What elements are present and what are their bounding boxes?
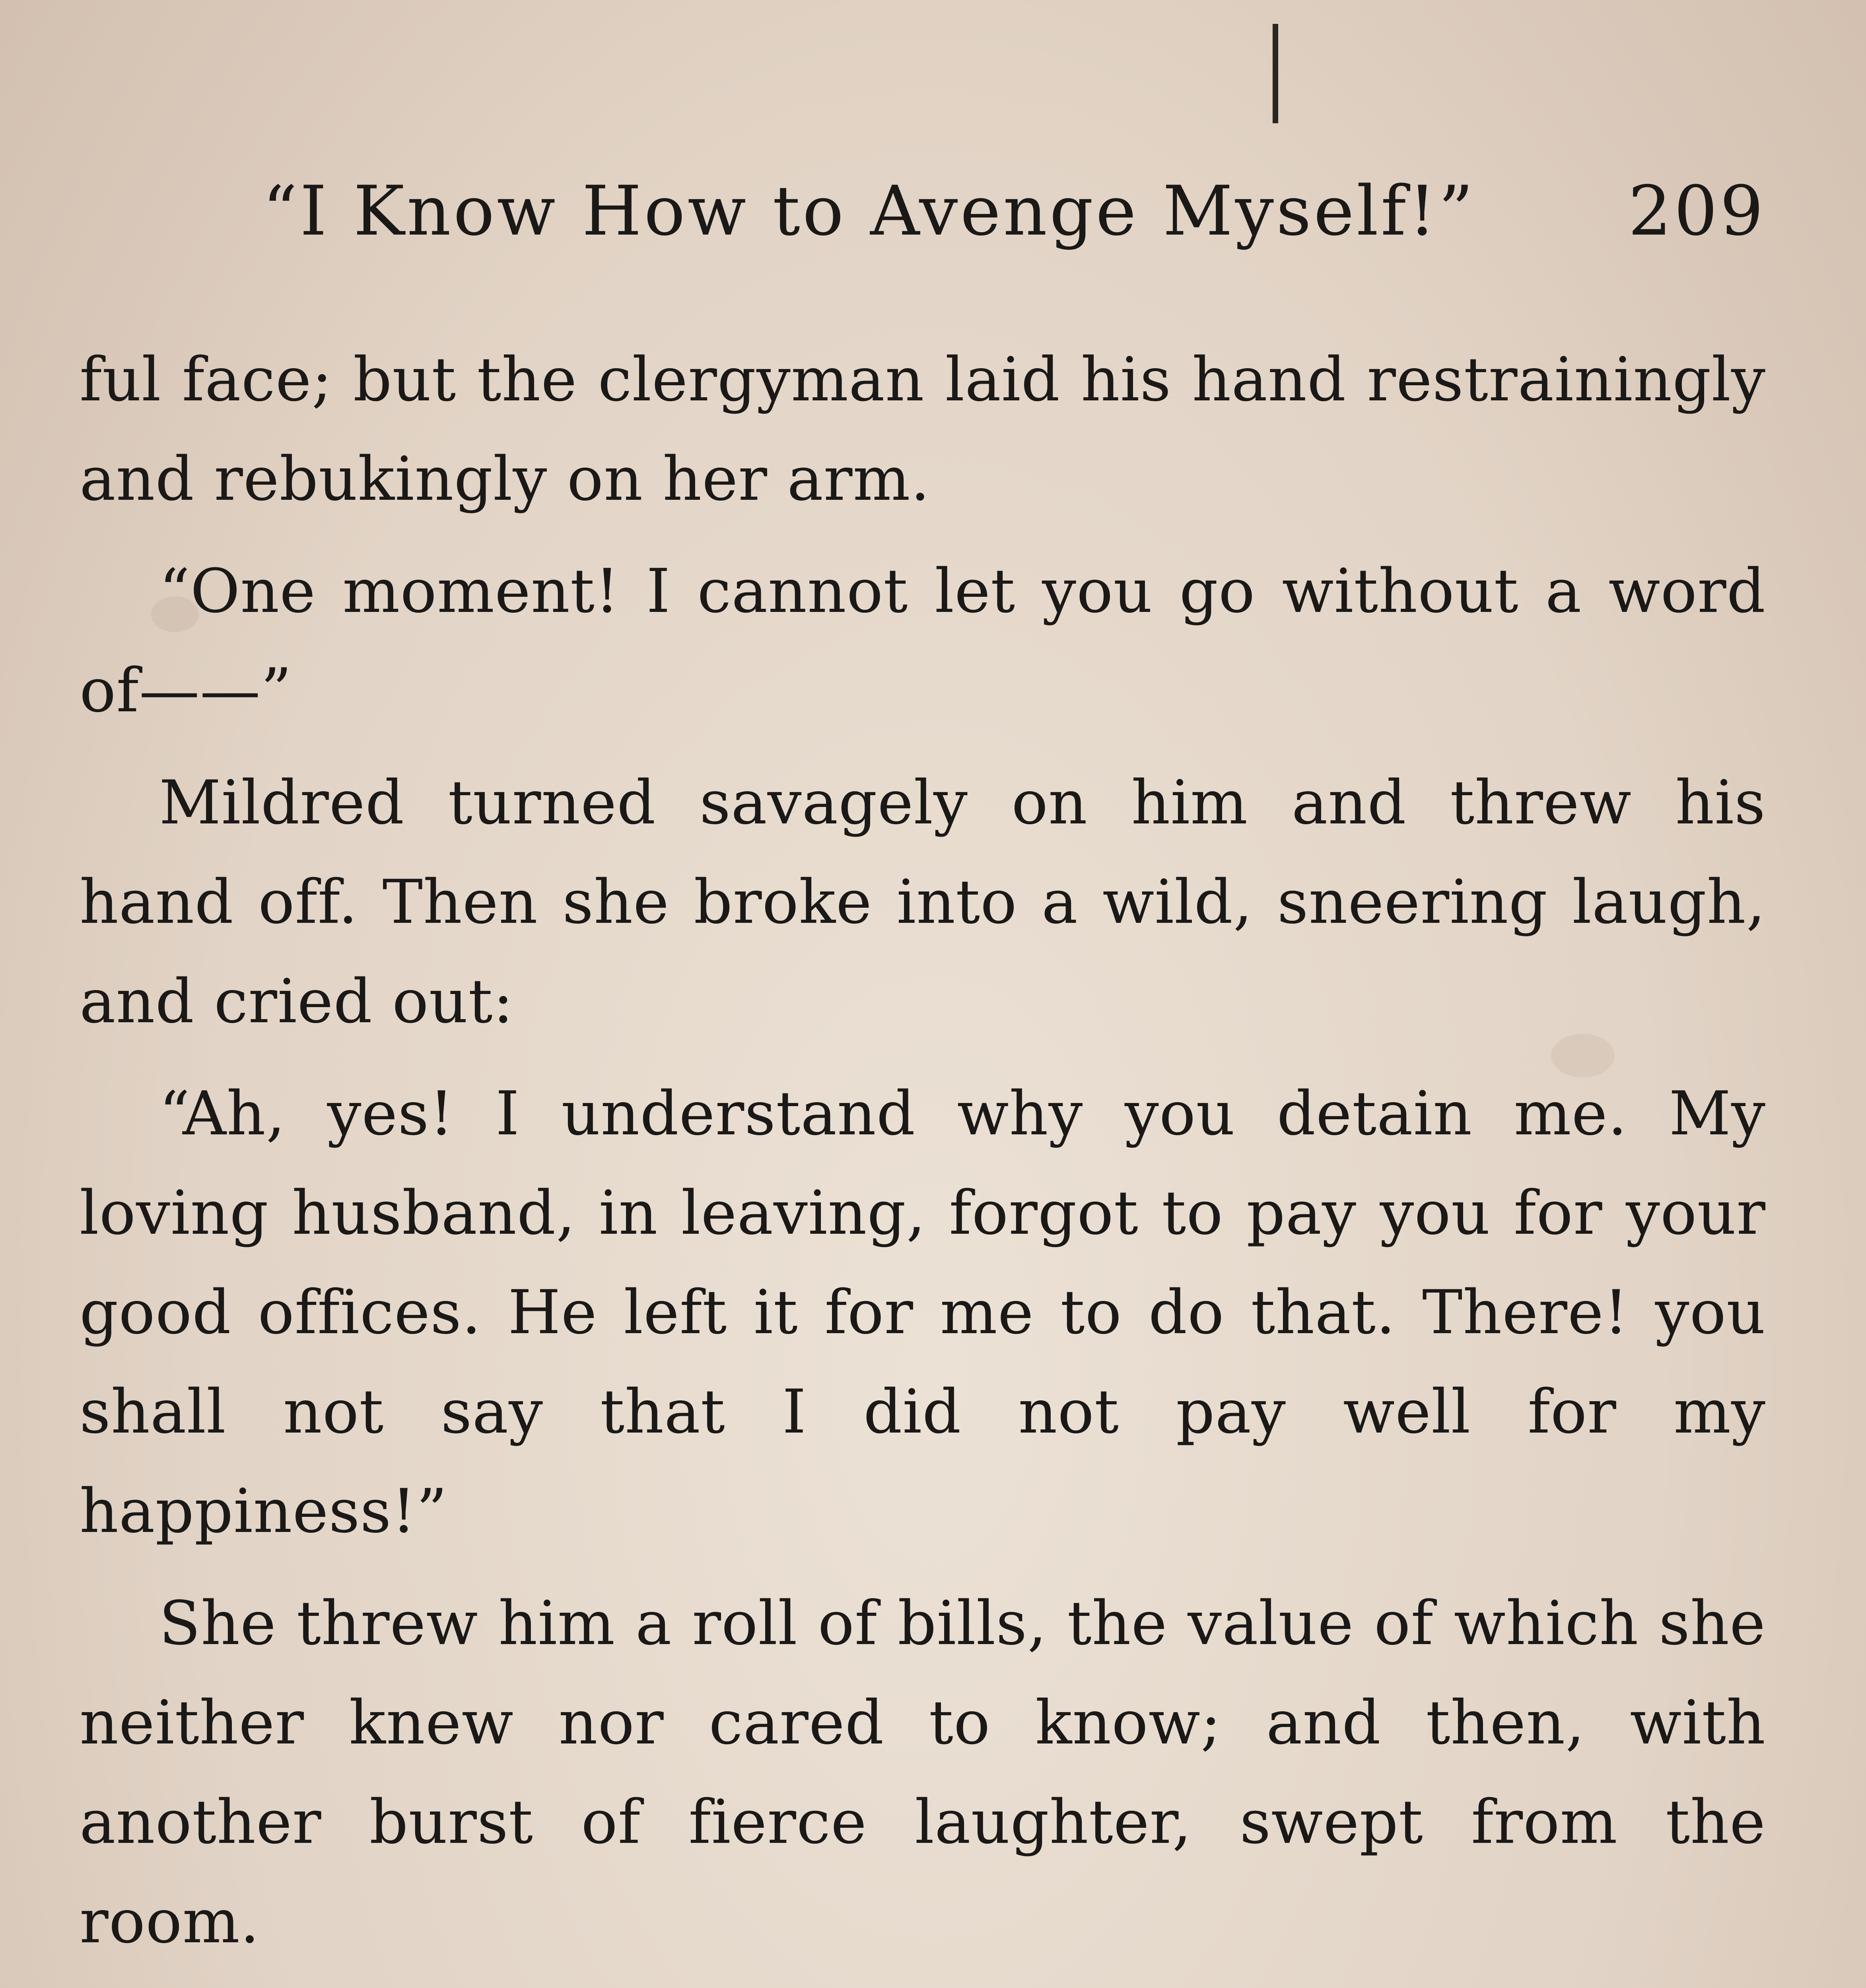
paragraph: She threw him a roll of bills, the value of which she neither knew nor cared to know; and then, with another burst of fierce laughter, swept from the room. [80,1588,1766,1957]
body-text [80,330,1766,1988]
page-number: 209 [1628,171,1766,251]
print-mark [1273,24,1278,123]
running-header [262,171,1766,270]
paragraph: Mildred turned savagely on him and threw his hand off. Then she broke into a wild, sneering laugh, and cried out: [80,767,1766,1037]
chapter-title: “I Know How to Avenge Myself!” [262,171,1476,251]
paragraph [80,1984,1766,1988]
paragraph: ful face; but the clergyman laid his hand restrainingly and rebukingly on her arm. [80,344,1766,514]
paragraph: “Ah, yes! I understand why you detain me. My loving husband, in leaving, forgot to pay you for your good offices. He left it for me to do that. There! you shall not say that I did not pay well for my happiness!” [80,1078,1766,1546]
paragraph: “One moment! I cannot let you go without a word of——” [80,556,1766,726]
